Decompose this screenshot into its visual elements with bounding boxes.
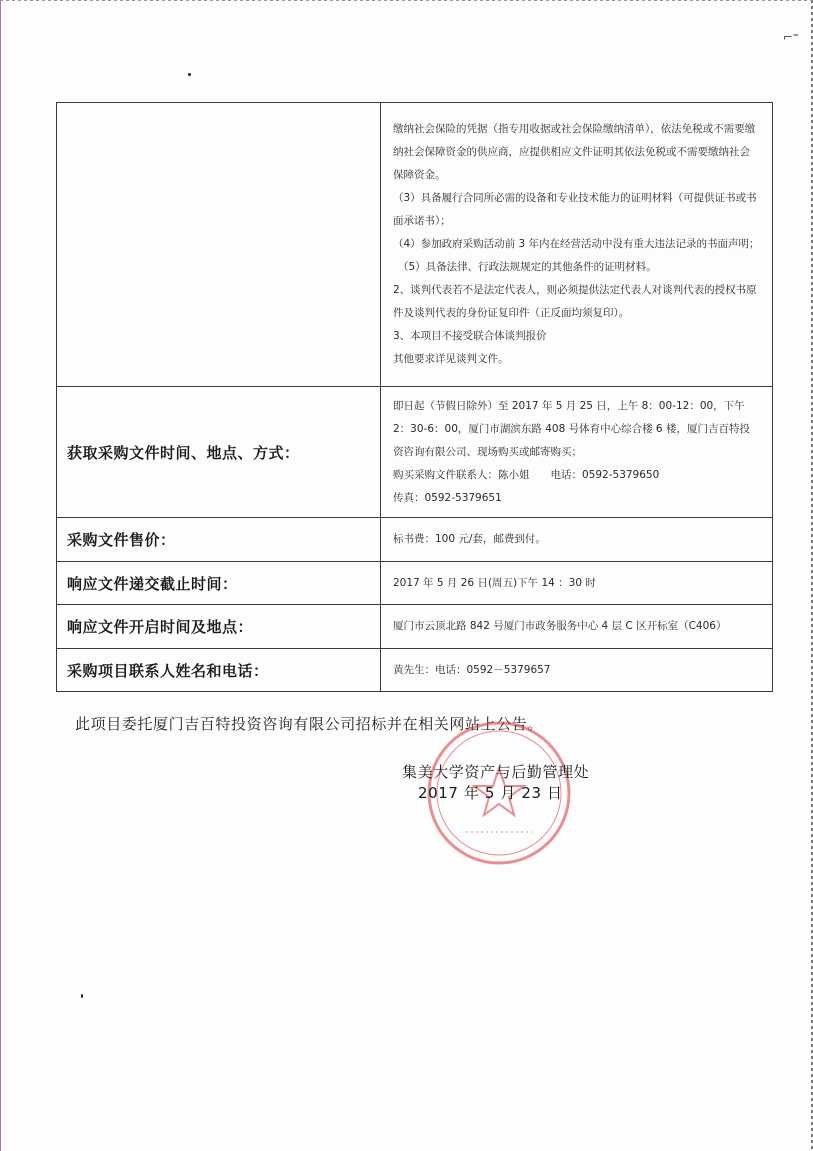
opening-value: 厦门市云顶北路 842 号厦门市政务服务中心 4 层 C 区开标室（C406） bbox=[381, 605, 773, 649]
qualification-line: 2、谈判代表若不是法定代表人，则必须提供法定代表人对谈判代表的授权书原件及谈判代表的身份证复印件（正反面均须复印）。 bbox=[393, 284, 757, 319]
obtain-line: 传真：0592-5379651 bbox=[393, 491, 502, 504]
qualification-line: 3、本项目不接受联合体谈判报价 bbox=[393, 330, 547, 342]
qualification-line: （3）具备履行合同所必需的设备和专业技术能力的证明材料（可提供证书或书面承诺书）； bbox=[393, 192, 757, 227]
qualification-line: （4）参加政府采购活动前 3 年内在经营活动中没有重大违法记录的书面声明； bbox=[393, 238, 760, 250]
deadline-label: 响应文件递交截止时间： bbox=[57, 562, 381, 605]
table-row-obtain bbox=[57, 387, 773, 518]
issue-date: 2017 年 5 月 23 日 bbox=[418, 784, 563, 802]
table-row-qualification bbox=[57, 103, 773, 387]
qualification-line: 其他要求详见谈判文件。 bbox=[393, 353, 509, 365]
contact-label: 采购项目联系人姓名和电话： bbox=[57, 649, 381, 692]
scan-corner-mark-icon: ⌐⁼ bbox=[782, 30, 799, 44]
table-row-deadline bbox=[57, 562, 773, 605]
entrust-note: 此项目委托厦门吉百特投资咨询有限公司招标并在相关网站上公告。 bbox=[75, 715, 544, 733]
qualification-content-cell bbox=[381, 103, 773, 387]
deadline-value: 2017 年 5 月 26 日(周五)下午 14 ：30 时 bbox=[381, 562, 773, 605]
obtain-line: 即日起（节假日除外）至 2017 年 5 月 25 日，上午 8：00-12：00，下午 2：30-6：00，厦门市湖滨东路 408 号体育中心综合楼 6 楼，厦门吉百特投资咨询有限公司、现场购买或邮寄购买； bbox=[393, 399, 750, 458]
table-row-price bbox=[57, 518, 773, 562]
obtain-content-cell bbox=[381, 387, 773, 518]
issuing-organization: 集美大学资产与后勤管理处 bbox=[402, 763, 590, 781]
scan-edge-top bbox=[0, 0, 813, 1]
qualification-line: （5）具备法律、行政法规规定的其他条件的证明材料。 bbox=[398, 261, 657, 273]
contact-value: 黄先生：电话：0592－5379657 bbox=[381, 649, 773, 692]
opening-label: 响应文件开启时间及地点： bbox=[57, 605, 381, 649]
procurement-info-table bbox=[56, 102, 773, 692]
table-row-opening bbox=[57, 605, 773, 649]
table-row-contact bbox=[57, 649, 773, 692]
obtain-label: 获取采购文件时间、地点、方式： bbox=[57, 387, 381, 518]
scan-edge-left bbox=[0, 0, 1, 1151]
scan-speck bbox=[188, 73, 191, 76]
price-value: 标书费：100 元/套，邮费到付。 bbox=[381, 518, 773, 562]
obtain-line: 购买采购文件联系人：陈小姐 电话：0592-5379650 bbox=[393, 468, 660, 481]
scan-speck bbox=[81, 994, 83, 998]
qualification-label-cell bbox=[57, 103, 381, 387]
qualification-line: 缴纳社会保险的凭据（指专用收据或社会保险缴纳清单），依法免税或不需要缴纳社会保障资金的供应商，应提供相应文件证明其依法免税或不需要缴纳社会保障资金。 bbox=[393, 123, 756, 181]
price-label: 采购文件售价： bbox=[57, 518, 381, 562]
